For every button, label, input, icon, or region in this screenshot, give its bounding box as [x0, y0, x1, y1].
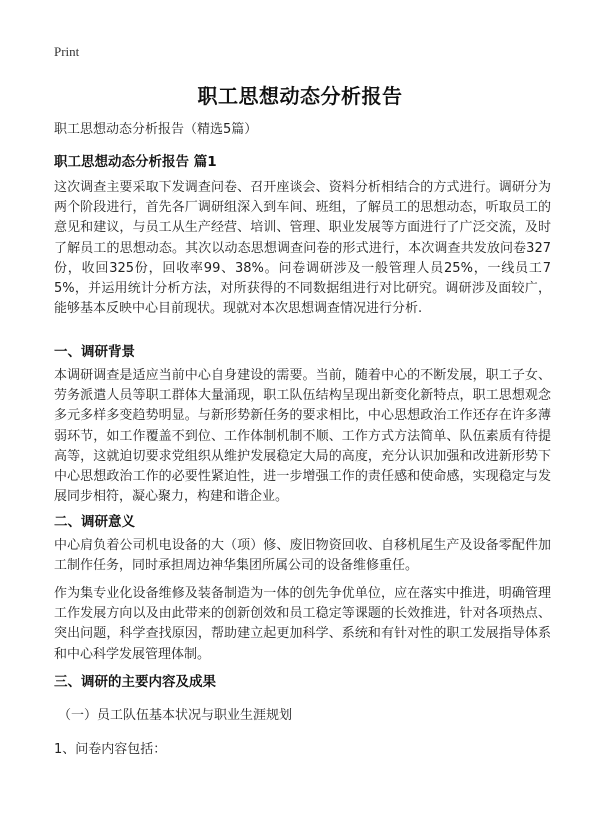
significance-paragraph-2: 作为集专业化设备维修及装备制造为一体的创先争优单位，应在落实中推进，明确管理工作发展方向以及由此带来的创新创效和员工稳定等课题的长效推进，针对各项热点、突出问题，科学查找原因，帮助建立起更加科学、系统和有针对性的职工发展指导体系和中心科学发展管理体制。 [54, 586, 551, 662]
section-heading-significance: 二、调研意义 [54, 514, 135, 530]
print-link[interactable]: Print [54, 44, 80, 59]
article-heading: 职工思想动态分析报告 篇1 [54, 154, 217, 170]
section-heading-background: 一、调研背景 [54, 344, 135, 360]
significance-paragraph-1: 中心肩负着公司机电设备的大（项）修、废旧物资回收、自移机尾生产及设备零配件加工制作任务，同时承担周边神华集团所属公司的设备维修重任。 [54, 538, 551, 574]
document-subtitle: 职工思想动态分析报告（精选5篇） [54, 122, 258, 137]
sub-item-heading: （一）员工队伍基本状况与职业生涯规划 [58, 708, 293, 723]
background-paragraph: 本调研调查是适应当前中心自身建设的需要。当前，随着中心的不断发展，职工子女、劳务派遣人员等职工群体大量涌现，职工队伍结构呈现出新变化新特点，职工思想观念多元多样多变趋势明显。与新形势新任务的要求相比，中心思想政治工作还存在许多薄弱环节，如工作覆盖不到位、工作体制机制不顺、工作方式方法简单、队伍素质有待提高等，这就迫切要求党组织从维护发展稳定大局的高度，充分认识加强和改进新形势下中心思想政治工作的必要性紧迫性，进一步增强工作的责任感和使命感，实现稳定与发展同步相符，凝心聚力，构建和谐企业。 [54, 368, 551, 505]
page-title: 职工思想动态分析报告 [197, 84, 403, 108]
numbered-item: 1、问卷内容包括： [54, 742, 167, 757]
intro-paragraph: 这次调查主要采取下发调查问卷、召开座谈会、资料分析相结合的方式进行。调研分为两个阶段进行，首先各厂调研组深入到车间、班组，了解员工的思想动态，听取员工的意见和建议，与员工从生产经营、培训、管理、职业发展等方面进行了广泛交流，及时了解员工的思想动态。其次以动态思想调查问卷的形式进行，本次调查共发放问卷327份，收回325份，回收率99、38%。问卷调研涉及一般管理人员25%，一线员工75%，并运用统计分析方法，对所获得的不同数据组进行对比研究。调研涉及面较广，能够基本反映中心目前现状。现就对本次思想调查情况进行分析. [54, 180, 551, 317]
section-heading-content: 三、调研的主要内容及成果 [54, 674, 216, 690]
